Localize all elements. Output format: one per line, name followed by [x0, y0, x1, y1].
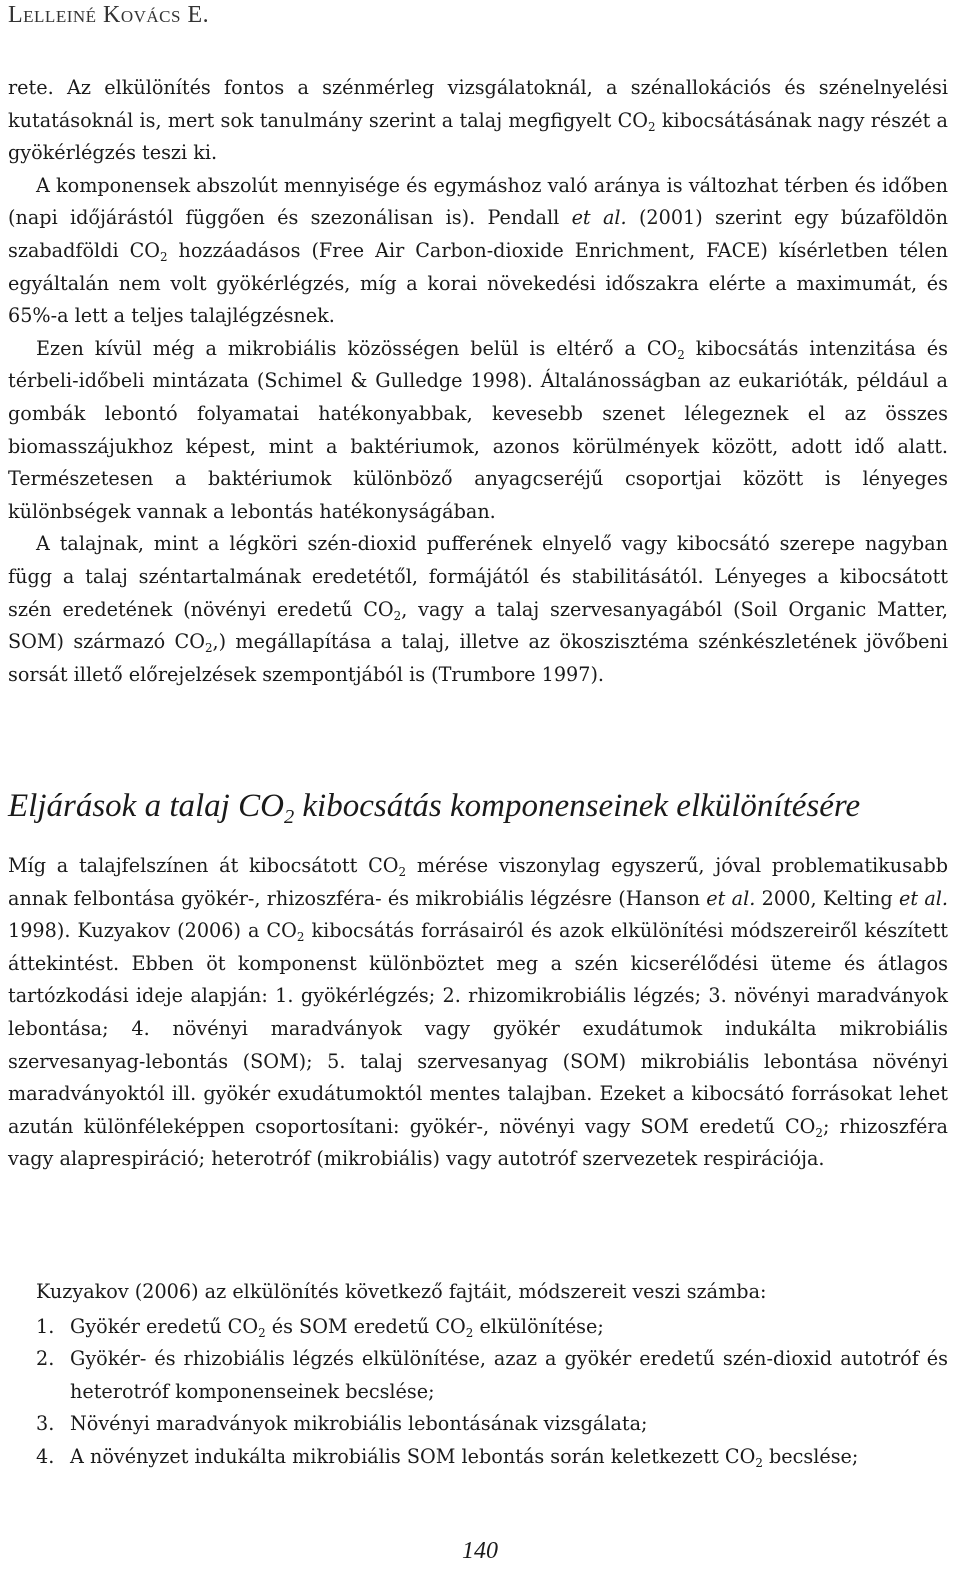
text-run: 2000, Kelting [755, 886, 899, 910]
paragraph-1 [8, 72, 948, 170]
list-text: Növényi maradványok mikrobiális lebontásának vizsgálata; [70, 1412, 648, 1436]
method-list [8, 1311, 948, 1474]
list-intro: Kuzyakov (2006) az elkülönítés következő fajtáit, módszereit veszi számba: [36, 1280, 767, 1303]
text-run: mérése viszonylag egyszerű, jóval problematikusabb annak felbontása gyökér-, rhizoszféra- és mikrobiális légzésre (Hanson [8, 854, 949, 910]
list-number: 4. [36, 1444, 55, 1468]
paragraph-5 [8, 850, 948, 1176]
text-run: hozzáadásos (Free Air Carbon-dioxide Enrichment, FACE) kísérletben télen egyáltalán nem volt gyökérlégzés, míg a korai növekedési időszakra elérte a maximumát, és 65%-a lett a teljes talajlégzésnek. [8, 238, 948, 328]
text-run: Míg a talajfelszínen át kibocsátott CO [8, 854, 399, 877]
section-heading [8, 786, 948, 829]
list-text [70, 1311, 948, 1344]
subscript: 2 [755, 1456, 763, 1471]
text-run: ; rhizoszféra vagy alaprespiráció; heterotróf (mikrobiális) vagy autotróf szervezetek respirációja. [8, 1114, 948, 1171]
list-item [8, 1408, 948, 1441]
subscript: 2 [258, 1325, 266, 1340]
subscript: 2 [204, 641, 213, 656]
list-text [70, 1441, 948, 1474]
subscript: 2 [283, 806, 295, 829]
text-run: és SOM eredetű CO [265, 1314, 466, 1338]
page-number: 140 [462, 1538, 498, 1564]
list-item [8, 1343, 948, 1408]
text-run: kibocsátás intenzitása és térbeli-időbeli mintázata (Schimel & Gulledge 1998). Általánosságban az eukarióták, például a gombák lebontó folyamatai hatékonyabbak, kevesebb szenet lélegeznek el az összes biomasszájukhoz képest, mint a baktériumok, azonos körülmények között, adott idő alatt. Természetesen a baktériumok különböző anyagcseréjű csoportjai között is lényeges különbségek vannak a lebontás hatékonyságában. [8, 336, 948, 523]
body-text [8, 72, 948, 691]
text-run: Ezen kívül még a mikrobiális közösségen belül is eltérő a CO [36, 336, 678, 360]
text-run: A komponensek abszolút mennyisége és egymáshoz való aránya is változhat térben és időben (napi időjárástól függően és szezonálisan is). Pendall [8, 173, 948, 230]
subscript: 2 [159, 250, 168, 265]
list-item [8, 1441, 948, 1474]
subscript: 2 [296, 930, 305, 945]
running-head: Lelleiné Kovács E. [8, 2, 210, 28]
subscript: 2 [465, 1325, 474, 1340]
text-run: Gyökér eredetű CO [70, 1314, 259, 1338]
paragraph-2 [8, 170, 948, 333]
text-run: ,) megállapítása a talaj, illetve az ökoszisztéma szénkészletének jövőbeni sorsát illető előrejelzések szempontjából is (Trumbore 1997). [8, 630, 948, 686]
list-number: 1. [36, 1314, 55, 1338]
list-number: 2. [36, 1347, 55, 1371]
paragraph-3 [8, 333, 948, 529]
text-run: A talajnak, mint a légköri szén-dioxid pufferének elnyelő vagy kibocsátó szerepe nagyban függ a talaj széntartalmának eredetétől, formájától és stabilitásától. Lényeges a kibocsátott szén eredetének (növényi eredetű CO [8, 532, 948, 621]
text-run: A növényzet indukálta mikrobiális SOM lebontás során keletkezett CO [70, 1444, 756, 1468]
subscript: 2 [677, 347, 685, 362]
list-text: Gyökér- és rhizobiális légzés elkülönítése, azaz a gyökér eredetű szén-dioxid autotróf és heterotróf komponenseinek becslése; [70, 1347, 948, 1403]
text-run: kibocsátásának nagy részét a gyökérlégzés teszi ki. [8, 108, 948, 165]
subscript: 2 [398, 865, 407, 880]
section-text [8, 850, 948, 1176]
text-run: (2001) szerint egy búzaföldön szabadföldi CO [8, 206, 949, 262]
subscript: 2 [393, 608, 402, 623]
et-al: et al. [706, 886, 756, 910]
list-number: 3. [36, 1412, 55, 1436]
subscript: 2 [815, 1125, 823, 1140]
et-al: et al. [898, 886, 949, 910]
text-run: 1998). Kuzyakov (2006) a CO [8, 919, 297, 943]
paragraph-4 [8, 528, 948, 691]
text-run: becslése; [762, 1444, 859, 1468]
text-run: kibocsátás forrásairól és azok elkülönítési módszereiről készített áttekintést. Ebben öt komponenst különböztet meg a szén kicserélődési üteme és átlagos tartózkodási ideje alapján: 1. gyökérlégzés; 2. rhizomikrobiális légzés; 3. növényi maradványok lebontása; 4. növényi maradványok vagy gyökér exudátumok indukálta mikrobiális szervesanyag-lebontás (SOM); 5. talaj szervesanyag (SOM) mikrobiális lebontása növényi maradványoktól ill. gyökér exudátumoktól mentes talajban. Ezeket a kibocsátó forrásokat lehet azután különféleképpen csoportosítani: gyökér-, növényi vagy SOM eredetű CO [8, 919, 948, 1138]
text-run: rete. Az elkülönítés fontos a szénmérleg vizsgálatoknál, a szénallokációs és szénelnyelési kutatásoknál is, mert sok tanulmány szerint a talaj megfigyelt CO [8, 76, 948, 132]
list-block [8, 1276, 948, 1474]
heading-run: kibocsátás komponenseinek elkülönítésére [294, 788, 861, 824]
text-run: , vagy a talaj szervesanyagából (Soil Organic Matter, SOM) származó CO [8, 597, 949, 654]
et-al: et al. [571, 206, 627, 230]
list-item [8, 1311, 948, 1344]
subscript: 2 [648, 119, 656, 134]
text-run: elkülönítése; [473, 1314, 604, 1338]
heading-run: Eljárások a talaj CO [8, 788, 284, 824]
